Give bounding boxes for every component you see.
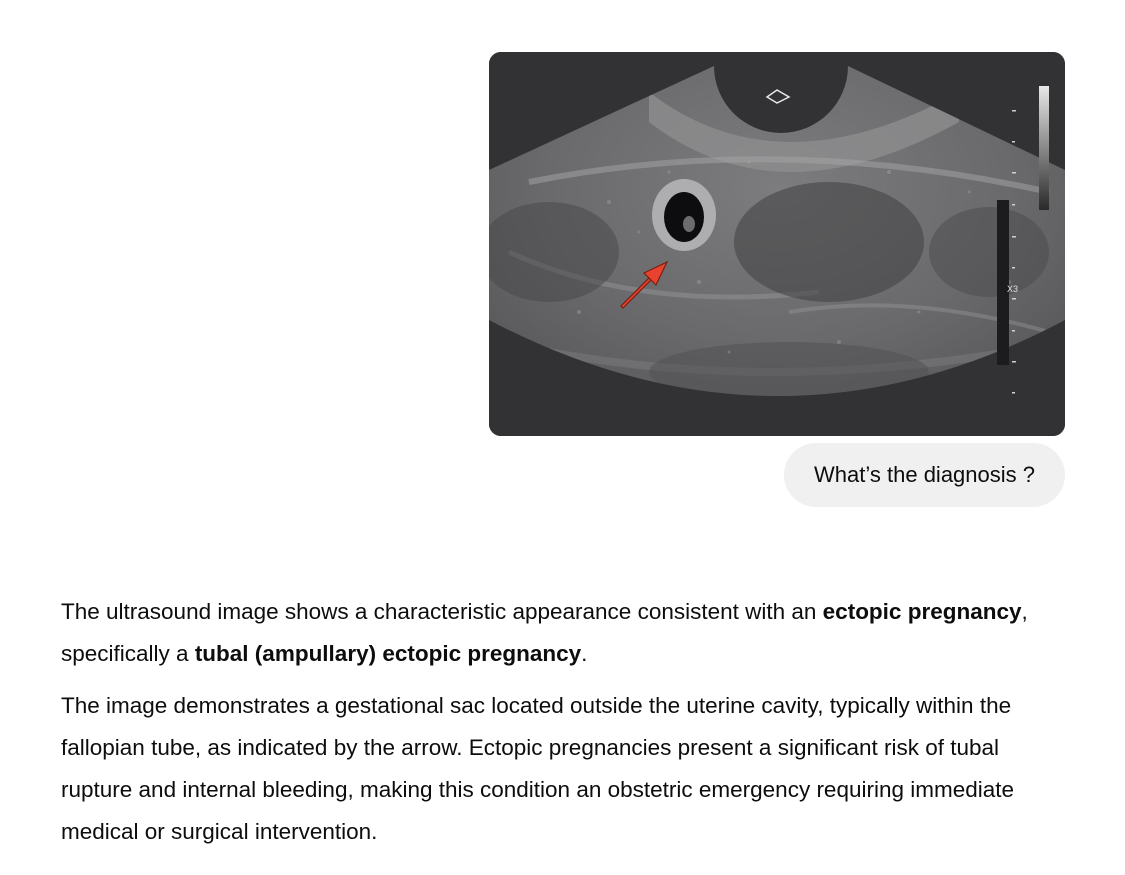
assistant-text: . [581,641,588,666]
gestational-sac [664,192,704,242]
assistant-message [61,591,1071,863]
depth-scale-bar [997,200,1009,365]
assistant-text: The ultrasound image shows a characteristic appearance consistent with an [61,599,823,624]
assistant-text: , specifically a [61,599,1028,666]
scale-label: X3 [1007,284,1019,294]
user-message-bubble [784,443,1065,507]
ultrasound-graphic [489,52,1065,436]
assistant-paragraph-1 [61,591,1071,675]
gain-scale-bar [1039,86,1049,210]
assistant-bold-text: ectopic pregnancy [822,599,1022,624]
ultrasound-image[interactable] [489,52,1065,436]
assistant-bold-text: tubal (ampullary) ectopic pregnancy [194,641,582,666]
user-message-text: What’s the diagnosis ? [814,462,1035,487]
assistant-paragraph-2: The image demonstrates a gestational sac located outside the uterine cavity, typically within the fallopian tube, as indicated by the arrow. Ectopic pregnancies present a significant risk of tubal rupture and internal bleeding, making this condition an obstetric emergency requiring immediate medical or surgical intervention. [61,693,1015,844]
